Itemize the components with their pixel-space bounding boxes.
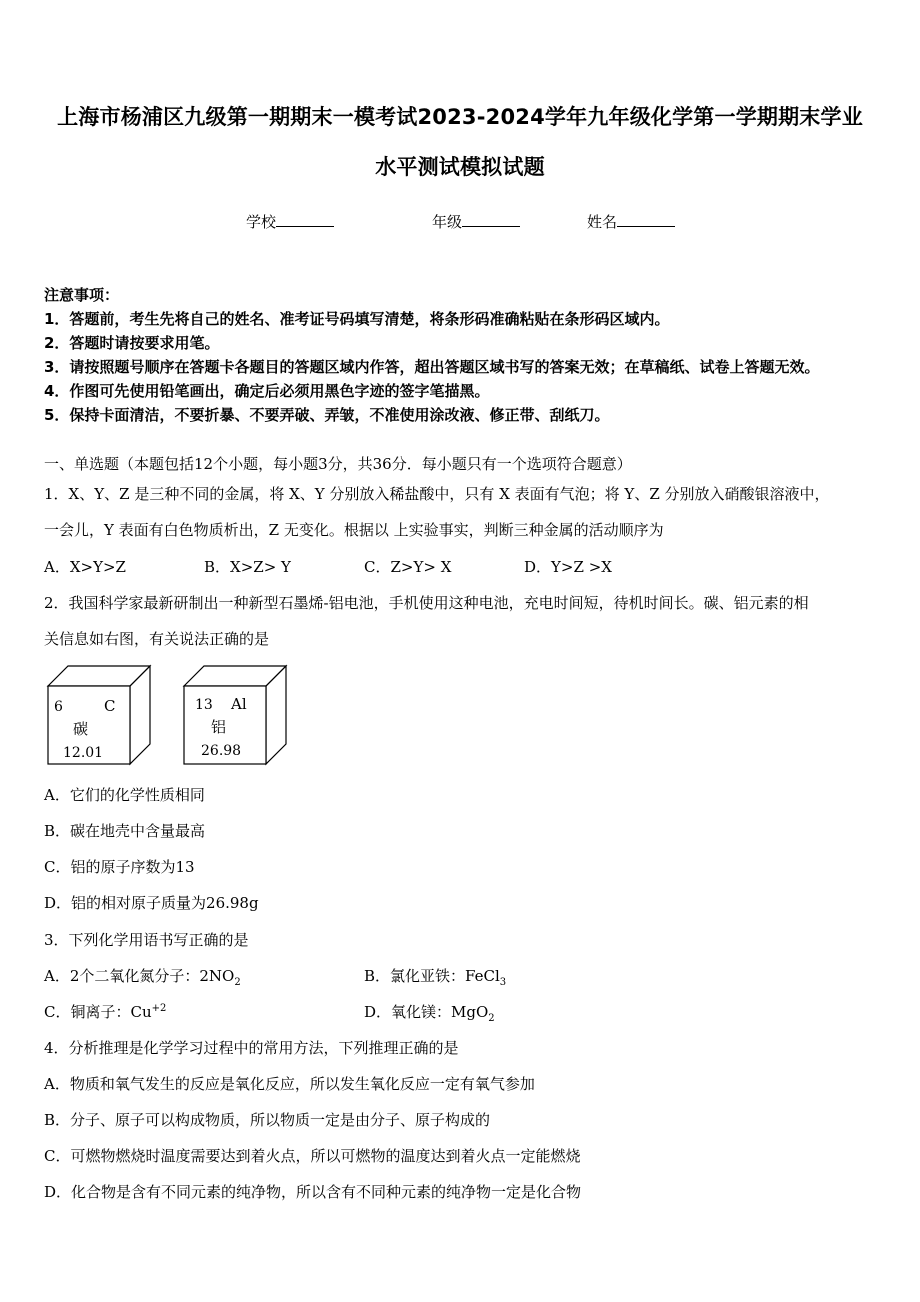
q2-option-a: A．它们的化学性质相同 [44, 786, 205, 804]
name-field [587, 211, 675, 232]
q1-option-a: A．X>Y>Z [44, 558, 126, 576]
q4-stem: 4．分析推理是化学学习过程中的常用方法，下列推理正确的是 [44, 1039, 459, 1057]
q2-stem-line-1: 2．我国科学家最新研制出一种新型石墨烯-铝电池，手机使用这种电池，充电时间短，待机时间长。碳、铝元素的相 [44, 594, 809, 612]
aluminium-tile [184, 666, 286, 764]
q3-option-a-text: A．2个二氧化氮分子：2NO [44, 967, 235, 985]
q3-option-d-sub: 2 [488, 1013, 495, 1024]
notes-heading: 注意事项： [44, 286, 120, 304]
q2-option-d: D．铝的相对原子质量为26.98g [44, 894, 259, 912]
q1-option-d: D．Y>Z >X [524, 558, 612, 576]
q3-option-d-text: D．氧化镁：MgO [364, 1003, 489, 1021]
q4-option-c: C．可燃物燃烧时温度需要达到着火点，所以可燃物的温度达到着火点一定能燃烧 [44, 1147, 581, 1165]
name-blank [617, 212, 675, 227]
q3-stem: 3．下列化学用语书写正确的是 [44, 931, 249, 949]
aluminium-name: 铝 [211, 718, 227, 736]
q2-stem-line-2: 关信息如右图，有关说法正确的是 [44, 630, 270, 648]
q4-option-a: A．物质和氧气发生的反应是氧化反应，所以发生氧化反应一定有氧气参加 [44, 1075, 535, 1093]
school-blank [276, 212, 334, 227]
q3-option-c-text: C．铜离子：Cu [44, 1003, 152, 1021]
carbon-atomic-number: 6 [54, 699, 63, 715]
q2-option-b: B．碳在地壳中含量最高 [44, 822, 206, 840]
name-label: 姓名 [587, 213, 618, 231]
q3-option-d [364, 1001, 495, 1024]
carbon-mass: 12.01 [63, 745, 104, 761]
aluminium-symbol: Al [231, 695, 247, 713]
school-label: 学校 [246, 213, 277, 231]
q3-option-c-sup: +2 [151, 1003, 167, 1014]
q1-stem-line-1: 1．X、Y、Z 是三种不同的金属，将 X、Y 分别放入稀盐酸中，只有 X 表面有气泡；将 Y、Z 分别放入硝酸银溶液中， [44, 485, 830, 503]
q2-option-c: C．铝的原子序数为13 [44, 858, 195, 876]
element-tiles-figure [40, 660, 300, 770]
q3-option-a [44, 965, 241, 988]
q3-option-a-sub: 2 [234, 977, 241, 988]
q3-option-b [364, 965, 506, 988]
aluminium-atomic-number: 13 [195, 697, 213, 713]
title-line-1: 上海市杨浦区九级第一期期末一模考试2023-2024学年九年级化学第一学期期末学业 [57, 105, 863, 129]
note-item-5: 5．保持卡面清洁，不要折暴、不要弄破、弄皱，不准使用涂改液、修正带、刮纸刀。 [44, 406, 610, 424]
note-item-2: 2．答题时请按要求用笔。 [44, 334, 220, 352]
q1-option-b: B．X>Z> Y [204, 558, 291, 576]
q4-option-d: D．化合物是含有不同元素的纯净物，所以含有不同种元素的纯净物一定是化合物 [44, 1183, 582, 1201]
grade-blank [462, 212, 520, 227]
q1-option-c: C．Z>Y> X [364, 558, 452, 576]
title-line-2: 水平测试模拟试题 [375, 155, 545, 179]
carbon-tile [48, 666, 150, 764]
q1-stem-line-2: 一会儿，Y 表面有白色物质析出，Z 无变化。根据以 上实验事实，判断三种金属的活动顺序为 [44, 521, 664, 539]
q3-option-b-sub: 3 [499, 977, 507, 988]
grade-label: 年级 [432, 213, 463, 231]
note-item-4: 4．作图可先使用铅笔画出，确定后必须用黑色字迹的签字笔描黑。 [44, 382, 490, 400]
q4-option-b: B．分子、原子可以构成物质，所以物质一定是由分子、原子构成的 [44, 1111, 491, 1129]
section-heading: 一、单选题（本题包括12个小题，每小题3分，共36分．每小题只有一个选项符合题意） [44, 455, 632, 473]
note-item-3: 3．请按照题号顺序在答题卡各题目的答题区域内作答，超出答题区域书写的答案无效；在草稿纸、试卷上答题无效。 [44, 358, 820, 376]
q3-option-c [44, 1001, 166, 1022]
carbon-name: 碳 [73, 720, 89, 738]
grade-field [432, 211, 520, 232]
note-item-1: 1．答题前，考生先将自己的姓名、准考证号码填写清楚，将条形码准确粘贴在条形码区域内。 [44, 310, 670, 328]
school-field [246, 211, 334, 232]
aluminium-mass: 26.98 [201, 743, 242, 759]
q3-option-b-text: B．氯化亚铁：FeCl [364, 967, 500, 985]
carbon-symbol: C [104, 697, 116, 715]
